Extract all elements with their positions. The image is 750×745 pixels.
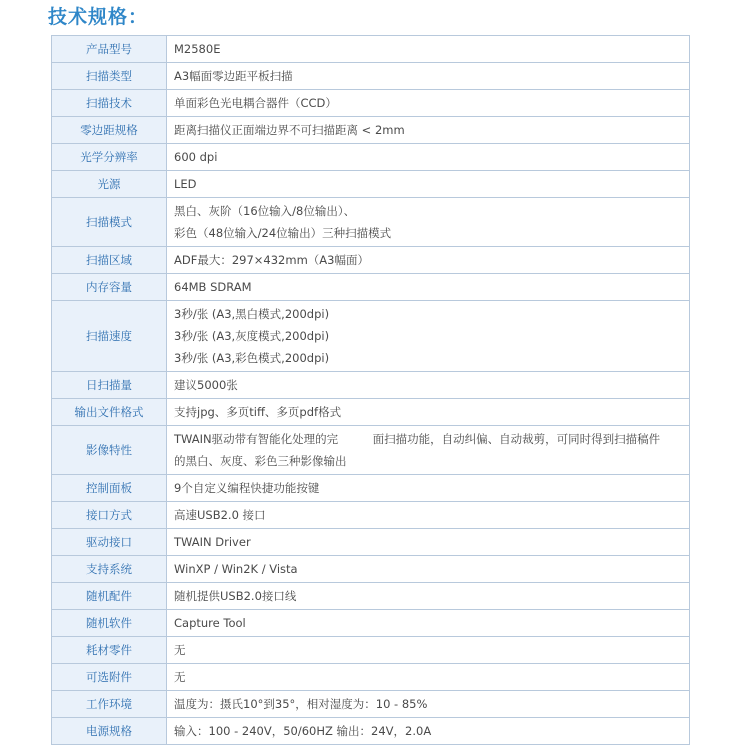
spec-value-line: 3秒/张 (A3,灰度模式,200dpi) bbox=[174, 329, 330, 343]
spec-value bbox=[167, 198, 690, 247]
spec-value-line: 64MB SDRAM bbox=[174, 280, 252, 294]
spec-row bbox=[52, 301, 690, 372]
spec-table bbox=[51, 35, 690, 745]
spec-row bbox=[52, 583, 690, 610]
spec-label: 零边距规格 bbox=[52, 117, 167, 144]
spec-row bbox=[52, 691, 690, 718]
spec-value bbox=[167, 637, 690, 664]
spec-value-line: ADF最大：297×432mm（A3幅面） bbox=[174, 253, 369, 267]
spec-value bbox=[167, 36, 690, 63]
spec-value bbox=[167, 372, 690, 399]
spec-value bbox=[167, 274, 690, 301]
spec-value-line: 3秒/张 (A3,彩色模式,200dpi) bbox=[174, 351, 330, 365]
spec-value bbox=[167, 426, 690, 475]
spec-label: 光学分辨率 bbox=[52, 144, 167, 171]
spec-value-line: 的黑白、灰度、彩色三种影像输出 bbox=[174, 454, 347, 468]
spec-row bbox=[52, 247, 690, 274]
spec-label: 耗材零件 bbox=[52, 637, 167, 664]
spec-value-line: 单面彩色光电耦合器件（CCD） bbox=[174, 96, 337, 110]
page-title: 技术规格： bbox=[48, 6, 149, 28]
spec-row bbox=[52, 718, 690, 745]
spec-row bbox=[52, 475, 690, 502]
spec-label: 接口方式 bbox=[52, 502, 167, 529]
spec-value-line: 温度为：摄氏10°到35°，相对湿度为：10 - 85% bbox=[174, 697, 428, 711]
spec-value bbox=[167, 610, 690, 637]
spec-row bbox=[52, 637, 690, 664]
spec-value bbox=[167, 171, 690, 198]
spec-row bbox=[52, 610, 690, 637]
spec-row bbox=[52, 274, 690, 301]
spec-value-line: 支持jpg、多页tiff、多页pdf格式 bbox=[174, 405, 342, 419]
spec-value-line: LED bbox=[174, 177, 197, 191]
spec-label: 日扫描量 bbox=[52, 372, 167, 399]
spec-value-line: 黑白、灰阶（16位输入/8位输出）、 bbox=[174, 204, 356, 218]
spec-value bbox=[167, 718, 690, 745]
spec-value-line: 无 bbox=[174, 643, 186, 657]
spec-row bbox=[52, 426, 690, 475]
spec-label: 电源规格 bbox=[52, 718, 167, 745]
spec-value-line: TWAIN驱动带有智能化处理的完 面扫描功能，自动纠偏、自动裁剪，可同时得到扫描稿件 bbox=[174, 432, 661, 446]
spec-label: 内存容量 bbox=[52, 274, 167, 301]
spec-value-line: 彩色（48位输入/24位输出）三种扫描模式 bbox=[174, 226, 392, 240]
spec-row bbox=[52, 372, 690, 399]
spec-value bbox=[167, 556, 690, 583]
spec-label: 随机软件 bbox=[52, 610, 167, 637]
spec-label: 输出文件格式 bbox=[52, 399, 167, 426]
spec-value-line: 9个自定义编程快捷功能按键 bbox=[174, 481, 320, 495]
spec-row bbox=[52, 556, 690, 583]
spec-value-line: 600 dpi bbox=[174, 150, 218, 164]
spec-value bbox=[167, 247, 690, 274]
spec-label: 工作环境 bbox=[52, 691, 167, 718]
spec-value-line: TWAIN Driver bbox=[174, 535, 251, 549]
spec-label: 扫描速度 bbox=[52, 301, 167, 372]
spec-label: 扫描模式 bbox=[52, 198, 167, 247]
spec-label: 扫描技术 bbox=[52, 90, 167, 117]
spec-label: 可选附件 bbox=[52, 664, 167, 691]
spec-value bbox=[167, 63, 690, 90]
spec-value bbox=[167, 301, 690, 372]
spec-row bbox=[52, 529, 690, 556]
spec-value bbox=[167, 90, 690, 117]
spec-row bbox=[52, 198, 690, 247]
spec-value bbox=[167, 691, 690, 718]
spec-value-line: M2580E bbox=[174, 42, 221, 56]
spec-row bbox=[52, 502, 690, 529]
spec-value-line: 高速USB2.0 接口 bbox=[174, 508, 266, 522]
spec-value-line: 建议5000张 bbox=[174, 378, 238, 392]
spec-row bbox=[52, 399, 690, 426]
spec-label: 影像特性 bbox=[52, 426, 167, 475]
spec-value-line: 3秒/张 (A3,黑白模式,200dpi) bbox=[174, 307, 330, 321]
spec-value bbox=[167, 399, 690, 426]
spec-row bbox=[52, 144, 690, 171]
spec-value-line: 输入：100 - 240V，50/60HZ 输出：24V，2.0A bbox=[174, 724, 432, 738]
spec-value bbox=[167, 117, 690, 144]
spec-table-body bbox=[52, 36, 690, 745]
spec-value-line: 随机提供USB2.0接口线 bbox=[174, 589, 297, 603]
spec-label: 光源 bbox=[52, 171, 167, 198]
spec-label: 扫描区域 bbox=[52, 247, 167, 274]
spec-value bbox=[167, 502, 690, 529]
spec-value bbox=[167, 475, 690, 502]
spec-label: 扫描类型 bbox=[52, 63, 167, 90]
spec-label: 随机配件 bbox=[52, 583, 167, 610]
spec-value bbox=[167, 664, 690, 691]
spec-label: 驱动接口 bbox=[52, 529, 167, 556]
spec-row bbox=[52, 117, 690, 144]
spec-row bbox=[52, 664, 690, 691]
spec-value-line: A3幅面零边距平板扫描 bbox=[174, 69, 293, 83]
spec-label: 产品型号 bbox=[52, 36, 167, 63]
spec-value bbox=[167, 583, 690, 610]
spec-label: 支持系统 bbox=[52, 556, 167, 583]
spec-label: 控制面板 bbox=[52, 475, 167, 502]
spec-value-line: WinXP / Win2K / Vista bbox=[174, 562, 298, 576]
spec-value bbox=[167, 144, 690, 171]
spec-row bbox=[52, 171, 690, 198]
spec-value bbox=[167, 529, 690, 556]
spec-value-line: 无 bbox=[174, 670, 186, 684]
spec-row bbox=[52, 63, 690, 90]
spec-value-line: 距离扫描仪正面端边界不可扫描距离 < 2mm bbox=[174, 123, 405, 137]
spec-row bbox=[52, 36, 690, 63]
spec-row bbox=[52, 90, 690, 117]
spec-value-line: Capture Tool bbox=[174, 616, 246, 630]
